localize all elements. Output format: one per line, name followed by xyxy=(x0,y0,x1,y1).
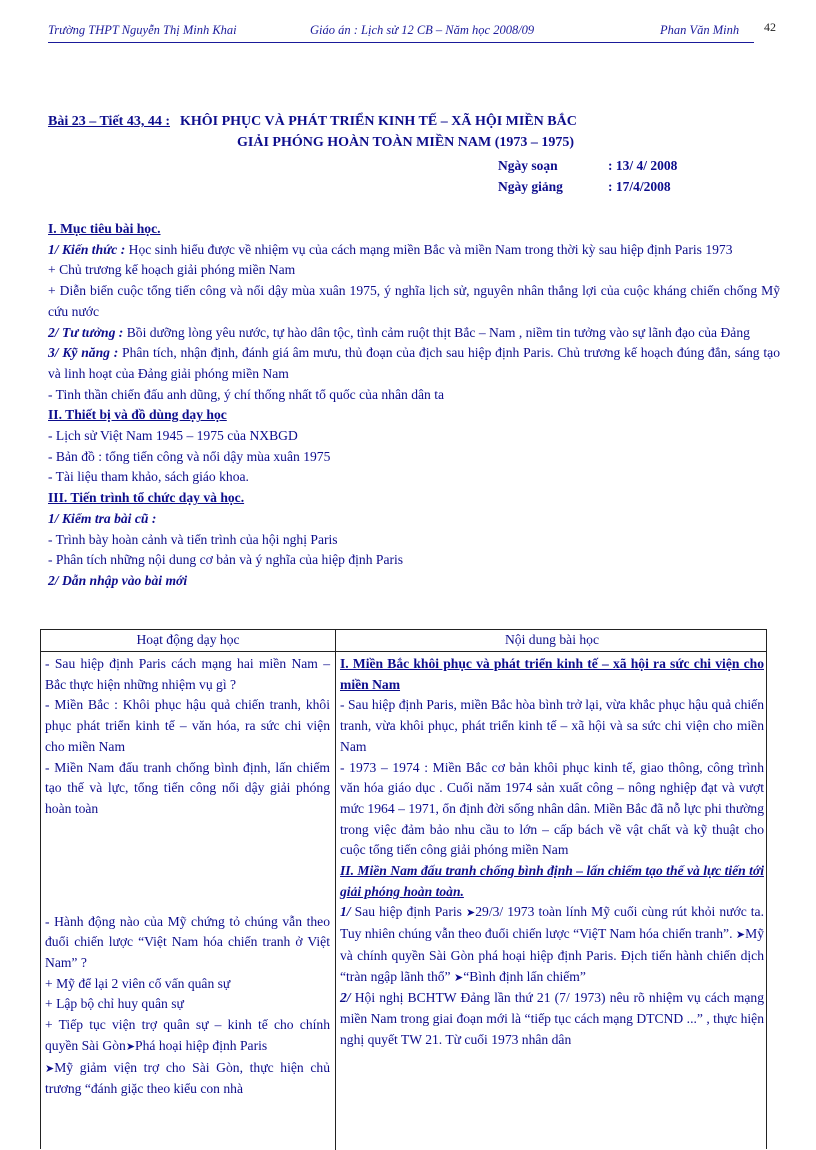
arrow-icon: ➤ xyxy=(125,1040,136,1053)
content-south-p1-b: 29/3/ 1973 toàn lính Mỹ cuối cùng rút khỏi nước ta. Tuy nhiên chúng vẫn theo đuổi chiến lược “ViệT Nam hóa chiến tranh”. xyxy=(340,904,764,942)
attitude-label: 2/ Tư tưởng : xyxy=(48,324,124,340)
teach-date-value: : 17/4/2008 xyxy=(608,179,671,194)
table-column-content xyxy=(340,654,764,1050)
content-south-p2 xyxy=(340,988,764,1050)
arrow-icon: ➤ xyxy=(45,1062,55,1075)
content-south-p1-c: Mỹ và chính quyền Sài Gòn phá hoại hiệp định Paris. Địch tiến hành chiến dịch “tràn ngập lãnh thổ” xyxy=(340,926,764,984)
prep-date-value: : 13/ 4/ 2008 xyxy=(608,158,678,173)
arrow-icon: ➤ xyxy=(454,971,464,984)
header-subject: Giáo án : Lịch sử 12 CB – Năm học 2008/09 xyxy=(310,23,535,37)
lesson-title-text1: KHÔI PHỤC VÀ PHÁT TRIỂN KINH TẾ – XÃ HỘI MIỀN BẮC xyxy=(180,114,577,129)
intro-heading: 2/ Dẫn nhập vào bài mới xyxy=(48,572,188,588)
skills-text: Phân tích, nhận định, đánh giá âm mưu, thủ đoạn của địch sau hiệp định Paris. Chủ trương kế hoạch đúng đắn, sáng tạo và linh hoạt của Đảng giải phóng miền Nam xyxy=(48,345,780,381)
knowledge-bullet-1: + Chủ trương kế hoạch giải phóng miền Nam xyxy=(48,262,296,278)
arrow-icon: ➤ xyxy=(466,907,476,920)
equipment-bullet-3: - Tài liệu tham khảo, sách giáo khoa. xyxy=(48,469,249,485)
header-author: Phan Văn Minh xyxy=(660,23,740,37)
skills-label: 3/ Kỹ năng : xyxy=(48,345,119,361)
lesson-table xyxy=(40,629,767,1149)
activity-answer-aid xyxy=(45,1015,330,1057)
lesson-dates xyxy=(498,158,677,200)
lesson-title-line2: GIẢI PHÓNG HOÀN TOÀN MIỀN NAM (1973 – 1975) xyxy=(237,135,575,150)
knowledge-paragraph xyxy=(48,240,780,261)
activity-question-2: - Hành động nào của Mỹ chứng tỏ chúng vẫn theo đuổi chiến lược “Việt Nam hóa chiến tranh ở Việt Nam” ? xyxy=(45,913,330,971)
table-header-divider xyxy=(41,651,766,652)
equipment-bullet-1: - Lịch sử Việt Nam 1945 – 1975 của NXBGD xyxy=(48,428,298,444)
equipment-bullet-2: - Bản đồ : tổng tiến công và nổi dậy mùa xuân 1975 xyxy=(48,448,331,464)
lesson-title-line1 xyxy=(48,114,577,130)
content-south-p1-d: “Bình định lấn chiếm” xyxy=(463,968,586,984)
activity-answer-reduce-aid-text: Mỹ giảm viện trợ cho Sài Gòn, thực hiện chủ trương “đánh giặc theo kiểu con nhà xyxy=(45,1059,330,1097)
activity-answer-aid-text: + Tiếp tục viện trợ quân sự – kinh tế cho chính quyền Sài Gòn xyxy=(45,1017,330,1053)
content-south-p1-label: 1/ xyxy=(340,904,351,920)
teach-date-row xyxy=(498,179,677,200)
table-column-activities xyxy=(45,654,330,1100)
section-equipment-heading: II. Thiết bị và đồ dùng dạy học xyxy=(48,407,227,423)
skills-bullet-1: - Tinh thần chiến đấu anh dũng, ý chí thống nhất tổ quốc của nhân dân ta xyxy=(48,386,445,402)
skills-paragraph xyxy=(48,343,780,384)
content-heading-south: II. Miền Nam đấu tranh chống bình định – lấn chiếm tạo thế và lực tiến tới giải phóng hoàn toàn. xyxy=(340,863,764,899)
prep-date-row xyxy=(498,158,677,179)
review-bullet-2: - Phân tích những nội dung cơ bản và ý nghĩa của hiệp định Paris xyxy=(48,552,404,568)
header-school: Trường THPT Nguyễn Thị Minh Khai xyxy=(48,23,237,37)
content-north-p1: - Sau hiệp định Paris, miền Bắc hòa bình trở lại, vừa khắc phục hậu quả chiến tranh, vừa khôi phục, phát triển kinh tế – xã hội và sa sức chi viện cho miền Nam xyxy=(340,697,764,754)
teach-date-label: Ngày giảng xyxy=(498,179,563,194)
arrow-icon: ➤ xyxy=(735,929,746,942)
attitude-paragraph xyxy=(48,323,780,344)
knowledge-label: 1/ Kiến thức : xyxy=(48,241,126,257)
activity-question-1: - Sau hiệp định Paris cách mạng hai miền Nam – Bắc thực hiện những nhiệm vụ gì ? xyxy=(45,656,330,692)
section-process-heading: III. Tiến trình tổ chức dạy và học. xyxy=(48,490,245,506)
page-number: 42 xyxy=(764,20,776,34)
activity-answer-aid-result: Phá hoại hiệp định Paris xyxy=(135,1037,268,1053)
content-north-p2: - 1973 – 1974 : Miền Bắc cơ bản khôi phục kinh tế, giao thông, công trình văn hóa giáo dục . Cuối năm 1974 sản xuất công – nông nghiệp đạt và vượt mức 1964 – 1971, ổn định đời sống nhân dân. Miền Bắc đã nỗ lực phi thường trong việc đảm bảo nhu cầu to lớn – cấp bách về vật chất và kỹ thuật cho cuộc tổng tiến công giải phóng miền Nam xyxy=(340,759,764,858)
table-column-divider xyxy=(335,630,336,1150)
lesson-body xyxy=(48,219,780,592)
content-south-p1 xyxy=(340,902,764,988)
table-header-activities: Hoạt động dạy học xyxy=(136,632,240,647)
lesson-number: Bài 23 – Tiết 43, 44 : xyxy=(48,114,170,129)
activity-answer-north: - Miền Bắc : Khôi phục hậu quả chiến tranh, khôi phục phát triển kinh tế – văn hóa, ra sức chi viện cho miền Nam xyxy=(45,697,330,754)
table-header-content: Nội dung bài học xyxy=(504,632,599,647)
attitude-text: Bồi dưỡng lòng yêu nước, tự hào dân tộc, tình cảm ruột thịt Bắc – Nam , niềm tin tưởng vào sự lãnh đạo của Đảng xyxy=(123,324,750,340)
review-bullet-1: - Trình bày hoàn cảnh và tiến trình của hội nghị Paris xyxy=(48,531,338,547)
activity-answer-south: - Miền Nam đấu tranh chống bình định, lấn chiếm tạo thế và lực, tổng tiến công nổi dậy giải phóng hoàn toàn xyxy=(45,759,330,816)
content-south-p2-label: 2/ xyxy=(340,990,351,1006)
activity-answer-advisors: + Mỹ để lại 2 viên cố vấn quân sự xyxy=(45,975,231,991)
section-objectives-heading: I. Mục tiêu bài học. xyxy=(48,221,161,236)
activity-answer-reduce-aid xyxy=(45,1058,330,1100)
content-south-p2-text: Hội nghị BCHTW Đảng lần thứ 21 (7/ 1973) nêu rõ nhiệm vụ cách mạng miền Nam trong giai đoạn mới là “tiếp tục cách mạng DTCND ...” , thực hiện nghị quyết TW 21. Từ cuối 1973 nhân dân xyxy=(340,990,764,1047)
review-heading: 1/ Kiểm tra bài cũ : xyxy=(48,510,157,526)
prep-date-label: Ngày soạn xyxy=(498,158,558,173)
content-south-p1-a: Sau hiệp định Paris xyxy=(350,904,466,920)
knowledge-text: Học sinh hiểu được về nhiệm vụ của cách mạng miền Bắc và miền Nam trong thời kỳ sau hiệp định Paris 1973 xyxy=(125,241,733,257)
activity-answer-command: + Lập bộ chỉ huy quân sự xyxy=(45,996,184,1012)
page-header xyxy=(48,22,754,43)
content-heading-north: I. Miền Bắc khôi phục và phát triển kinh tế – xã hội ra sức chi viện cho miền Nam xyxy=(340,656,764,692)
knowledge-bullet-2: + Diễn biến cuộc tổng tiến công và nổi dậy mùa xuân 1975, ý nghĩa lịch sử, nguyên nhân thắng lợi của cuộc kháng chiến chống Mỹ cứu nước xyxy=(48,283,780,319)
